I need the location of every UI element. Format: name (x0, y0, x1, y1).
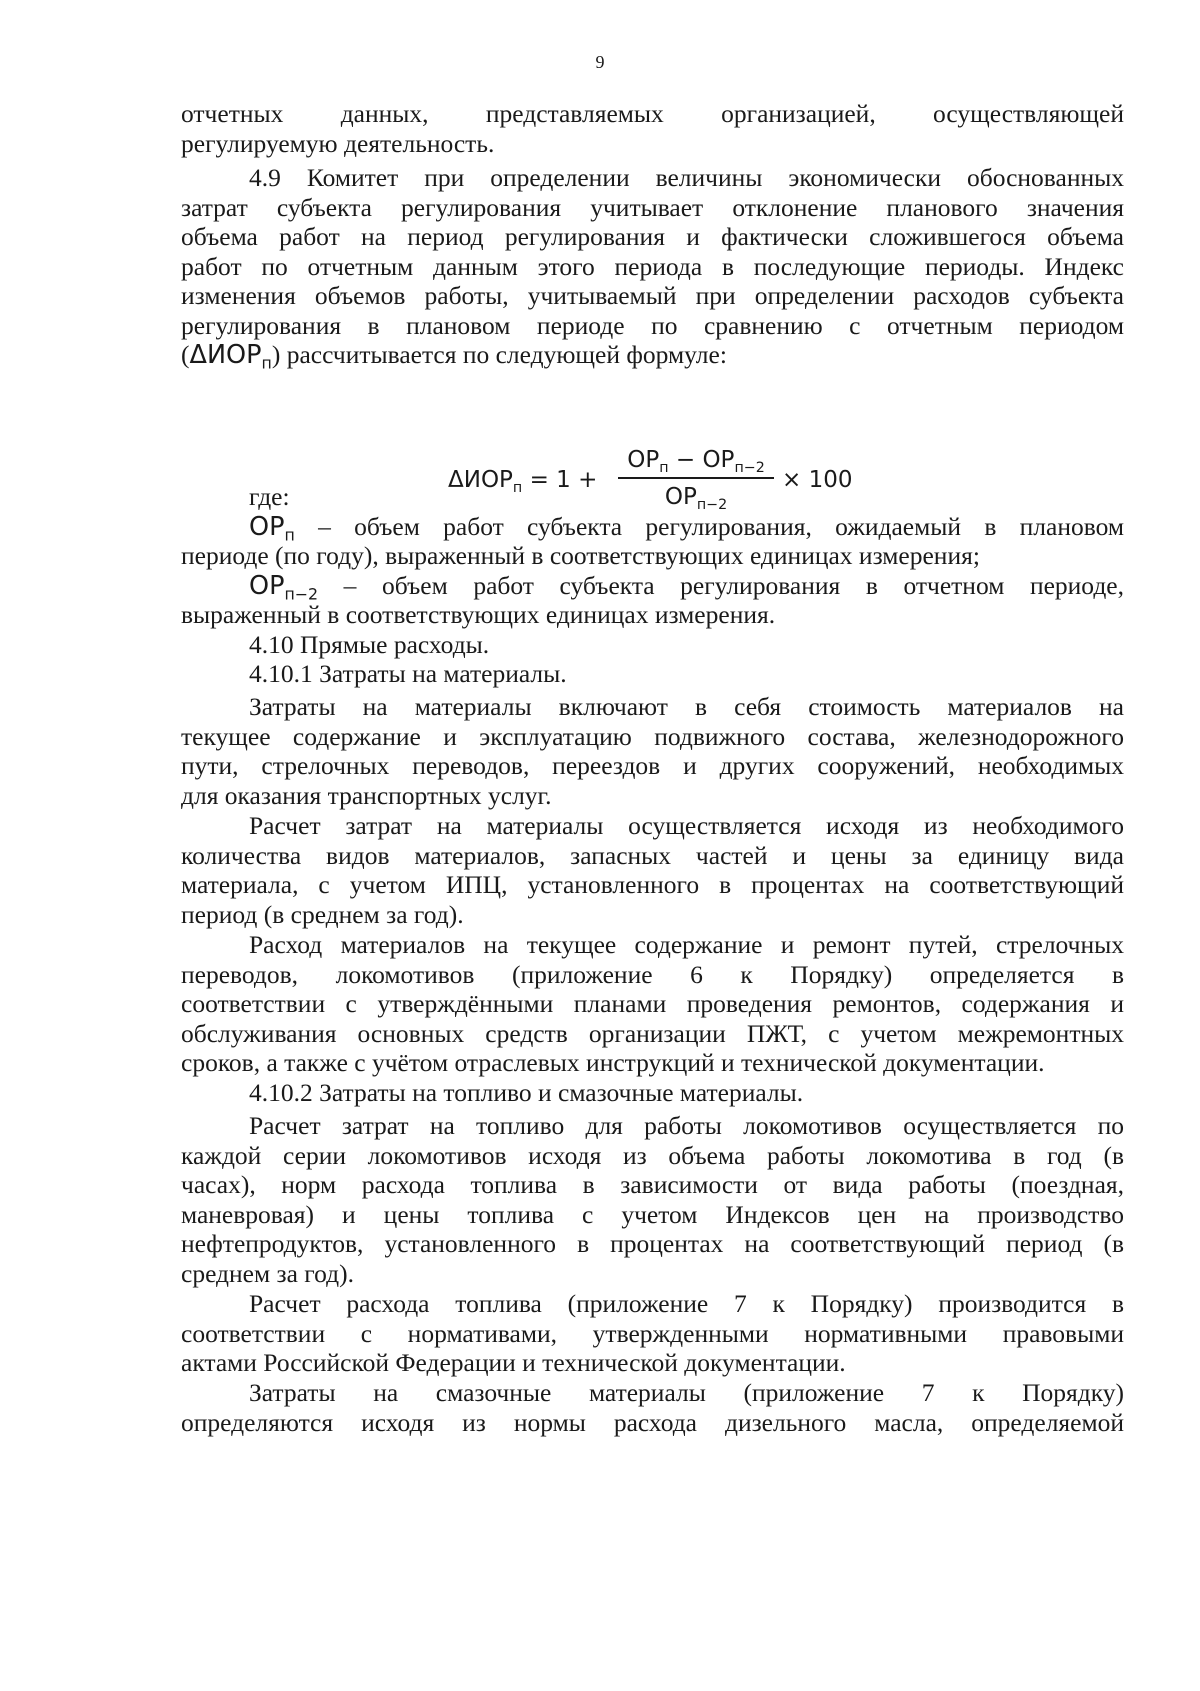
paragraph-materials: Затраты на материалы включают в себя стоимость материалов на текущее содержание и эксплуатацию подвижного состава, железнодорожного пути, стрелочных переводов, переездов и других сооружений, необходимых для оказания транспортных услуг. (181, 692, 1124, 810)
formula-rhs: × 100 (782, 467, 853, 493)
formula-denominator: $ОР_{п-2}$ (664, 483, 728, 513)
fraction-bar (618, 477, 774, 479)
paragraph-fuel-calc: Расчет расхода топлива (приложение 7 к Порядку) производится в соответствии с нормативами, утвержденными нормативными правовыми актами Российской Федерации и технической документации. (181, 1289, 1124, 1377)
formula-intro-line: $(\Delta ИОР_п)$ рассчитывается по следующей формуле: (181, 340, 727, 373)
paragraph-lubricants: Затраты на смазочные материалы (приложение 7 к Порядку) определяются исходя из нормы расхода дизельного масла, определяемой (181, 1378, 1124, 1437)
page-number: 9 (595, 52, 605, 72)
where-label: где: (249, 482, 290, 511)
paragraph-materials-calc: Расчет затрат на материалы осуществляется исходя из необходимого количества видов материалов, запасных частей и цены за единицу вида материала, с учетом ИПЦ, установленного в процентах на соответствующий период (в среднем за год). (181, 811, 1124, 929)
section-4-10-2-heading: 4.10.2 Затраты на топливо и смазочные материалы. (249, 1077, 804, 1107)
paragraph-materials-consumption: Расход материалов на текущее содержание и ремонт путей, стрелочных переводов, локомотивов (приложение 6 к Порядку) определяется в соответствии с утверждёнными планами проведения ремонтов, содержания и обслуживания основных средств организации ПЖТ, с учетом межремонтных сроков, а также с учётом отраслевых инструкций и технической документации. 4.10.2 Затраты на топливо и смазочные материалы. (181, 930, 1124, 1107)
def-opn-line: $ОР_п$ – объем работ субъекта регулирования, ожидаемый в плановом (249, 511, 1124, 545)
paragraph-fuel: Расчет затрат на топливо для работы локомотивов осуществляется по каждой серии локомотивов исходя из объема работы локомотива в год (в часах), норм расхода топлива в зависимости от вида работы (поездная, маневровая) и цены топлива с учетом Индексов цен на производство нефтепродуктов, установленного в процентах на соответствующий период (в среднем за год). (181, 1111, 1124, 1288)
formula-numerator: $ОР_п - ОР_{п-2}$ (627, 447, 765, 476)
paragraph-4-9: 4.9 Комитет при определении величины экономически обоснованных затрат субъекта регулирования учитывает отклонение планового значения объема работ на период регулирования и фактически сложившегося объема работ по отчетным данным этого периода в последующие периоды. Индекс изменения объемов работы, учитываемый при определении расходов субъекта регулирования в плановом периоде по сравнению с отчетным периодом $(\Delta ИОР_п)$ рассчитывается по следующей формуле: (181, 163, 1124, 373)
definitions: где: $ОР_п$ – объем работ субъекта регулирования, ожидаемый в плановом периоде (по году), выраженный в соответствующих единицах измерения; $ОР_{п-2}$ – объем работ субъекта регулирования в отчетном периоде, выраженный в соответствующих единицах измерения. 4.10 Прямые расходы. 4.10.1 Затраты на материалы. (181, 482, 1124, 688)
def-opn2-line: $ОР_{п-2}$ – объем работ субъекта регулирования в отчетном периоде, (249, 570, 1124, 604)
formula-lhs: $\Delta ИОР_п = 1$ + (448, 467, 598, 496)
section-4-10-1-heading: 4.10.1 Затраты на материалы. (249, 659, 567, 688)
section-4-10-heading: 4.10 Прямые расходы. (249, 629, 490, 659)
paragraph-continuation: отчетных данных, представляемых организацией, осуществляющей регулируемую деятельность. (181, 99, 1124, 158)
